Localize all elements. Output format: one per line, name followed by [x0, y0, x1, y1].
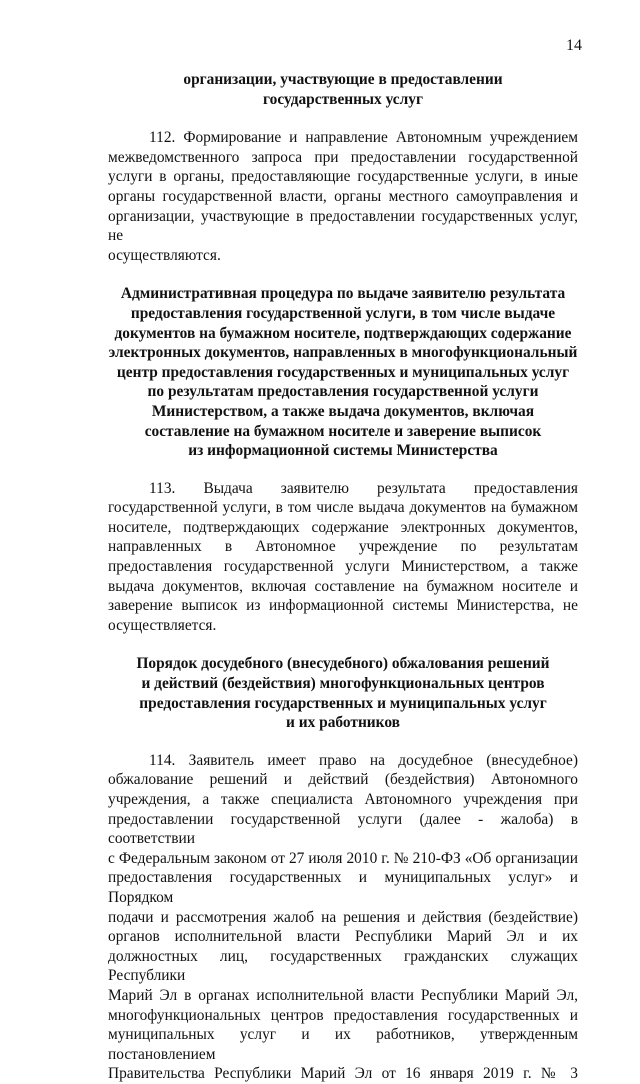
heading-line: Административная процедура по выдаче заявителю результата [120, 285, 566, 303]
paragraph-112 [108, 128, 578, 265]
paragraph-line: государственной услуги, в том числе выдача документов на бумажном [108, 499, 578, 517]
heading-line: составление на бумажном носителе и заверение выписок [144, 422, 542, 440]
heading-line: Министерством, а также выдача документов, включая [151, 402, 535, 420]
paragraph-line: обжалование решений и действий (бездействия) Автономного [108, 771, 578, 789]
paragraph-line: многофункциональных центров предоставления государственных и [108, 1006, 578, 1024]
paragraph-line: Правительства Республики Марий Эл от 16 января 2019 г. № 3 [108, 1065, 578, 1083]
paragraph-line: Марий Эл в органах исполнительной власти Республики Марий Эл, [108, 986, 578, 1004]
heading-line: документов на бумажном носителе, подтверждающих содержание [114, 324, 572, 342]
heading-line: предоставления государственной услуги, в том числе выдаче [130, 304, 556, 322]
paragraph-line: носителе, подтверждающих содержание электронных документов, [108, 518, 578, 536]
heading-line: Порядок досудебного (внесудебного) обжалования решений [136, 655, 550, 673]
paragraph-line: предоставлении государственной услуги (далее - жалоба) в соответствии [108, 810, 578, 848]
paragraph-line: предоставления государственной услуги Министерством, а также [108, 558, 578, 576]
paragraph-line: межведомственного запроса при предоставлении государственной [108, 148, 578, 166]
paragraph-line: муниципальных услуг и их работников, утвержденным постановлением [108, 1026, 578, 1063]
section-heading-appeal-procedure [108, 654, 578, 732]
paragraph-line: 112. Формирование и направление Автономным учреждением [149, 129, 578, 147]
paragraph-line: предоставления государственных и муниципальных услуг» и Порядком [108, 869, 578, 906]
paragraph-line: органы государственной власти, органы местного самоуправления и [108, 187, 578, 205]
paragraph-line: осуществляется. [108, 616, 217, 634]
heading-line: центр предоставления государственных и муниципальных услуг [116, 363, 570, 381]
paragraph-line: услуги в органы, предоставляющие государственные услуги, в иные [108, 168, 578, 186]
heading-line: предоставления государственных и муниципальных услуг [139, 694, 547, 712]
heading-line: организации, участвующие в предоставлении [183, 71, 503, 88]
document-body [108, 70, 578, 1084]
page-number: 14 [566, 37, 582, 54]
paragraph-line: выдача документов, включая составление на бумажном носителе и [108, 577, 578, 595]
heading-line: из информационной системы Министерства [188, 442, 498, 460]
paragraph-line: с Федеральным законом от 27 июля 2010 г. № 210-ФЗ «Об организации [108, 849, 578, 867]
paragraph-113 [108, 479, 578, 636]
heading-line: государственных услуг [263, 90, 423, 108]
paragraph-114 [108, 751, 578, 1084]
paragraph-line: 114. Заявитель имеет право на досудебное (внесудебное) [149, 751, 578, 769]
paragraph-line: организации, участвующие в предоставлении государственных услуг, не [108, 207, 578, 245]
heading-line: электронных документов, направленных в многофункциональный [108, 344, 578, 362]
paragraph-line: подачи и рассмотрения жалоб на решения и действия (бездействие) [108, 908, 578, 926]
section-heading-participating-organizations [108, 70, 578, 109]
section-heading-issuance-procedure [108, 284, 578, 460]
paragraph-line: направленных в Автономное учреждение по результатам [108, 538, 578, 556]
paragraph-line: должностных лиц, государственных гражданских служащих Республики [108, 947, 578, 985]
paragraph-line: учреждения, а также специалиста Автономного учреждения при [108, 791, 578, 808]
heading-line: по результатам предоставления государственной услуги [147, 383, 539, 401]
heading-line: и их работников [286, 714, 400, 732]
paragraph-line: заверение выписок из информационной системы Министерства, не [108, 597, 578, 615]
paragraph-line: органов исполнительной власти Республики Марий Эл и их [108, 928, 578, 946]
paragraph-line: осуществляются. [108, 246, 221, 264]
heading-line: и действий (бездействия) многофункциональных центров [141, 675, 545, 693]
paragraph-line: 113. Выдача заявителю результата предоставления [149, 479, 578, 497]
